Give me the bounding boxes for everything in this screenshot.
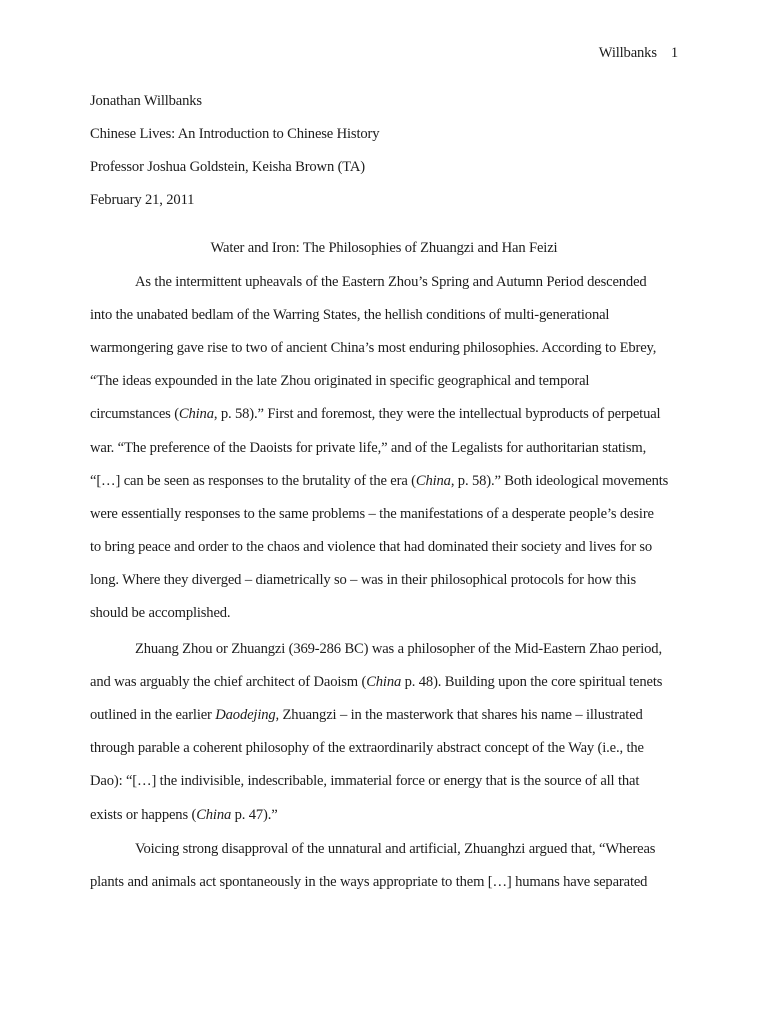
- body-line: circumstances (China, p. 58).” First and foremost, they were the intellectual byproducts of perpetual: [90, 406, 661, 422]
- body-line: exists or happens (China p. 47).”: [90, 807, 278, 823]
- body-line: into the unabated bedlam of the Warring States, the hellish conditions of multi-generational: [90, 307, 610, 323]
- body-line: As the intermittent upheavals of the Eastern Zhou’s Spring and Autumn Period descended: [135, 274, 647, 290]
- body-line: outlined in the earlier Daodejing, Zhuangzi – in the masterwork that shares his name – illustrated: [90, 707, 643, 723]
- body-line: warmongering gave rise to two of ancient China’s most enduring philosophies. According to Ebrey,: [90, 340, 657, 356]
- body-line: war. “The preference of the Daoists for private life,” and of the Legalists for authoritarian statism,: [90, 440, 647, 456]
- body-line: plants and animals act spontaneously in the ways appropriate to them […] humans have separated: [90, 874, 648, 890]
- body-line: through parable a coherent philosophy of the extraordinarily abstract concept of the Way (i.e., the: [90, 740, 644, 756]
- running-header: Willbanks 1: [598, 45, 678, 61]
- body-line: long. Where they diverged – diametrically so – was in their philosophical protocols for how this: [90, 572, 636, 588]
- date-line: February 21, 2011: [90, 192, 195, 208]
- body-line: Zhuang Zhou or Zhuangzi (369-286 BC) was a philosopher of the Mid-Eastern Zhao period,: [135, 641, 662, 657]
- body-line: “The ideas expounded in the late Zhou originated in specific geographical and temporal: [90, 373, 590, 389]
- body-line: to bring peace and order to the chaos and violence that had dominated their society and lives for so: [90, 539, 653, 555]
- body-line: and was arguably the chief architect of Daoism (China p. 48). Building upon the core spiritual tenets: [90, 674, 663, 690]
- professor-line: Professor Joshua Goldstein, Keisha Brown (TA): [90, 159, 365, 175]
- body-line: “[…] can be seen as responses to the brutality of the era (China, p. 58).” Both ideological movements: [90, 473, 669, 489]
- author-name: Jonathan Willbanks: [90, 93, 202, 109]
- body-line: Dao): “[…] the indivisible, indescribable, immaterial force or energy that is the source of all that: [90, 773, 640, 789]
- body-line: Voicing strong disapproval of the unnatural and artificial, Zhuanghzi argued that, “Whereas: [135, 841, 656, 857]
- course-name: Chinese Lives: An Introduction to Chinese History: [90, 126, 380, 142]
- body-line: should be accomplished.: [90, 605, 231, 621]
- body-line: were essentially responses to the same problems – the manifestations of a desperate people’s desire: [90, 506, 654, 522]
- essay-title: Water and Iron: The Philosophies of Zhuangzi and Han Feizi: [210, 240, 558, 256]
